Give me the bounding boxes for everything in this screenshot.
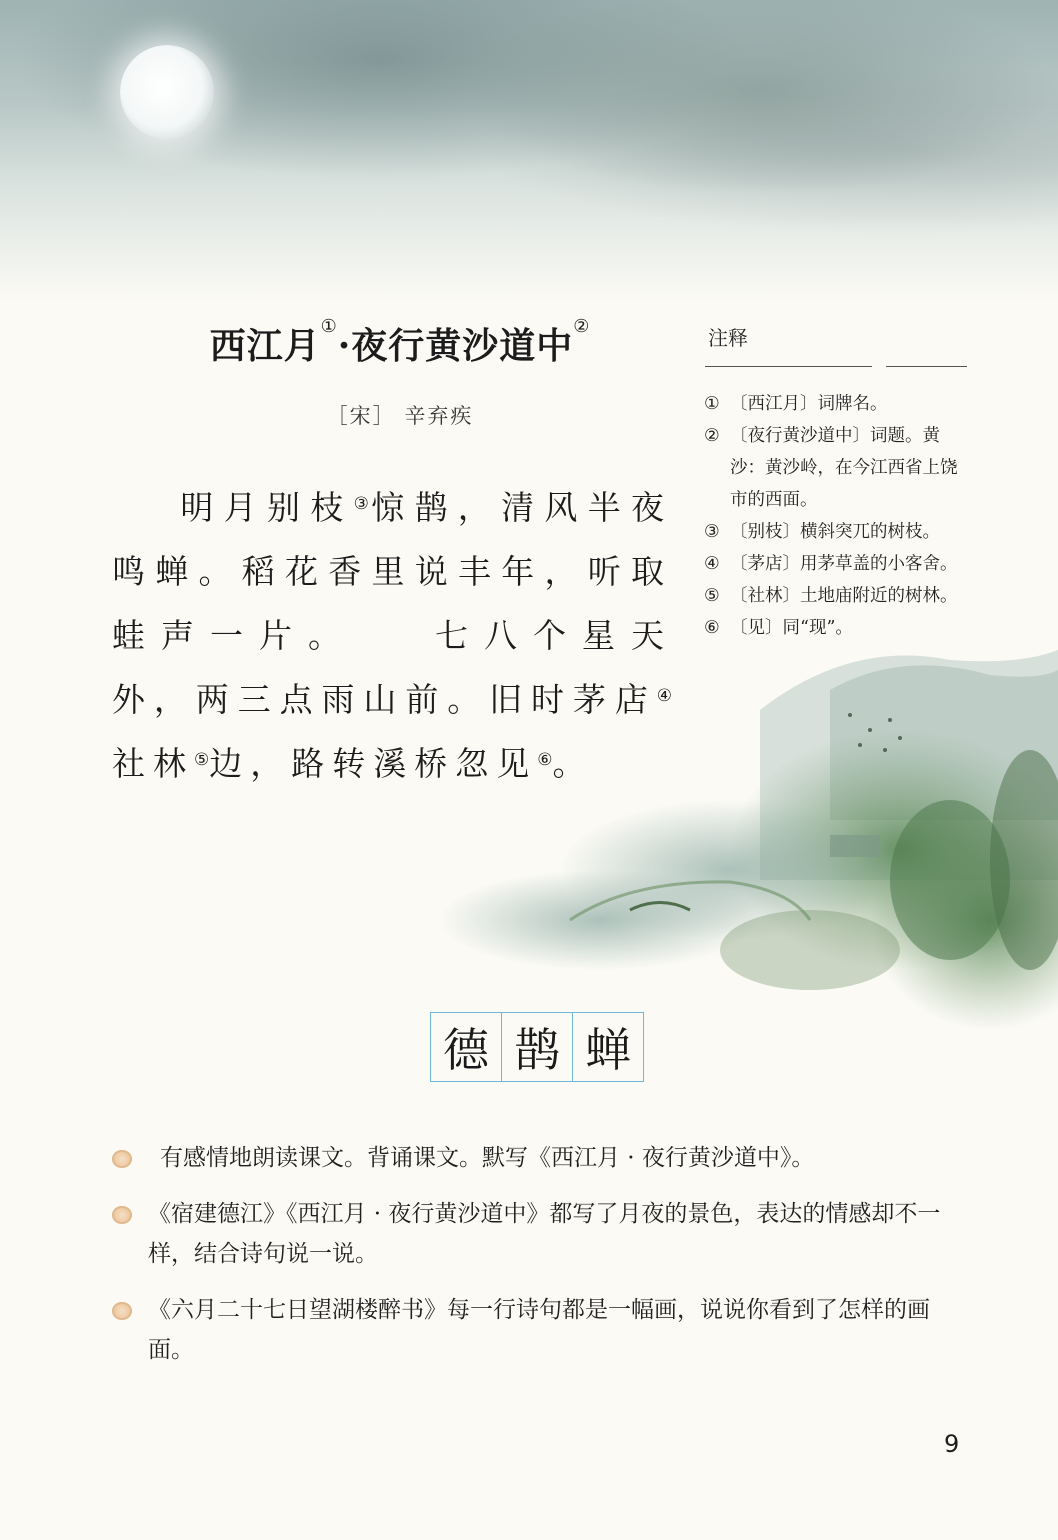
seal-bullet-icon bbox=[112, 1206, 132, 1224]
poem-author: ［宋］ 辛弃疾 bbox=[326, 404, 474, 428]
poem-text: 边，路转溪桥忽见 bbox=[209, 744, 538, 783]
note-item bbox=[704, 548, 994, 580]
exercise-text: 《六月二十七日望湖楼醉书》每一行诗句都是一幅画，说说你看到了怎样的画面。 bbox=[148, 1297, 930, 1363]
exercise-text: 有感情地朗读课文。背诵课文。默写《西江月 · 夜行黄沙道中》。 bbox=[160, 1145, 815, 1171]
footnote-ref-6: ⑥ bbox=[537, 750, 553, 770]
new-character: 鹊 bbox=[501, 1013, 572, 1081]
note-text: 〔别枝〕横斜突兀的树枝。 bbox=[730, 522, 940, 542]
exercise-item bbox=[112, 1138, 972, 1178]
footnote-ref-5: ⑤ bbox=[194, 750, 210, 770]
exercise-text: 《宿建德江》《西江月 · 夜行黄沙道中》都写了月夜的景色，表达的情感却不一样，结合诗句说一说。 bbox=[148, 1201, 941, 1267]
note-text: 〔社林〕土地庙附近的树林。 bbox=[730, 586, 958, 606]
note-item bbox=[704, 580, 994, 612]
footnote-ref-3: ③ bbox=[353, 494, 372, 514]
footnote-ref-4: ④ bbox=[656, 686, 672, 706]
poem-title bbox=[150, 318, 650, 369]
note-item bbox=[704, 388, 994, 420]
notes-heading: 注释 bbox=[708, 326, 748, 350]
poem-text: 七八个星天外，两三点雨山前。旧时茅店 bbox=[112, 616, 672, 719]
note-number: ⑤ bbox=[704, 586, 720, 606]
exercise-item bbox=[112, 1194, 972, 1274]
note-number: ③ bbox=[704, 522, 720, 542]
footnote-ref-2: ② bbox=[573, 316, 591, 337]
footnote-ref-1: ① bbox=[320, 316, 338, 337]
note-number: ④ bbox=[704, 554, 720, 574]
new-character: 蝉 bbox=[572, 1013, 643, 1081]
new-characters-box bbox=[430, 1012, 644, 1082]
poem-text: 明月别枝 bbox=[178, 488, 354, 527]
note-number: ① bbox=[704, 394, 720, 414]
seal-bullet-icon bbox=[112, 1302, 132, 1320]
notes-divider bbox=[705, 366, 967, 367]
note-item bbox=[704, 612, 994, 644]
poem-text: 社林 bbox=[112, 744, 194, 783]
page-number: 9 bbox=[944, 1430, 960, 1458]
note-number: ⑥ bbox=[704, 618, 720, 638]
moon-illustration bbox=[120, 45, 214, 139]
note-item bbox=[704, 420, 994, 516]
poem-text: 。 bbox=[552, 744, 594, 783]
poem-title-main: 西江月 bbox=[209, 325, 321, 367]
note-item bbox=[704, 516, 994, 548]
poem-title-subtitle: 夜行黄沙道中 bbox=[351, 325, 574, 367]
note-number: ② bbox=[704, 426, 720, 446]
exercise-item bbox=[112, 1290, 972, 1370]
notes-list bbox=[704, 388, 994, 644]
note-text: 〔见〕同“现”。 bbox=[730, 618, 853, 638]
note-text: 〔西江月〕词牌名。 bbox=[730, 394, 888, 414]
note-text: 〔茅店〕用茅草盖的小客舍。 bbox=[730, 554, 958, 574]
note-text: 〔夜行黄沙道中〕词题。黄沙：黄沙岭，在今江西省上饶市的西面。 bbox=[730, 426, 958, 510]
poem-title-separator: · bbox=[337, 325, 352, 367]
poem-body bbox=[112, 476, 672, 796]
poem-text: 惊鹊，清风半夜鸣蝉。稻花香里说丰年，听取蛙声一片。 bbox=[112, 488, 672, 655]
new-character: 德 bbox=[443, 1023, 489, 1077]
seal-bullet-icon bbox=[112, 1150, 132, 1168]
